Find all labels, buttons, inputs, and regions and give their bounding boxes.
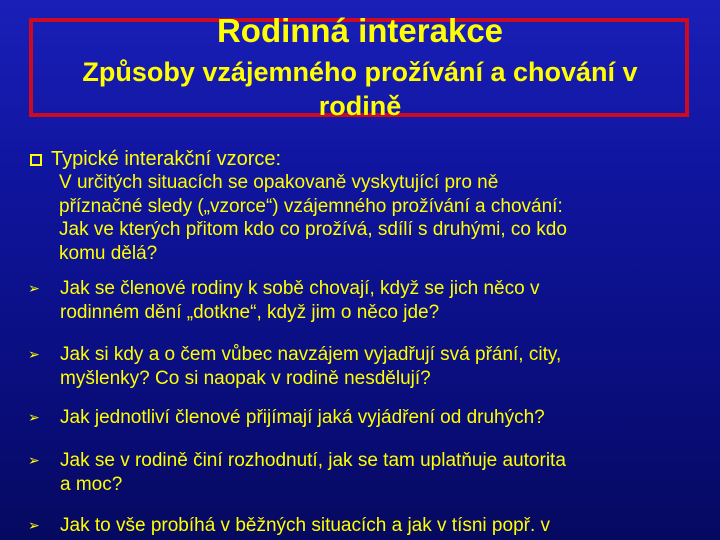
section-heading bbox=[30, 147, 281, 171]
bullet-item bbox=[28, 514, 708, 538]
arrow-bullet-icon: ➢ bbox=[28, 452, 40, 468]
bullet-text: Jak se členové rodiny k sobě chovají, když se jich něco v rodinném dění „dotkne“, když jim o něco jde? bbox=[60, 278, 540, 323]
bullet-item bbox=[28, 343, 708, 390]
slide-title: Rodinná interakce bbox=[216, 12, 504, 49]
bullet-item bbox=[28, 277, 708, 324]
checkbox-bullet-icon bbox=[30, 154, 42, 166]
arrow-bullet-icon: ➢ bbox=[28, 280, 40, 296]
arrow-bullet-icon: ➢ bbox=[28, 346, 40, 362]
bullet-text: Jak si kdy a o čem vůbec navzájem vyjadřují svá přání, city, myšlenky? Co si naopak v rodině nesdělují? bbox=[60, 344, 562, 389]
bullet-item bbox=[28, 406, 708, 430]
intro-paragraph: V určitých situacích se opakovaně vyskytující pro ně příznačné sledy („vzorce“) vzájemného prožívání a chování: Jak ve kterých přitom kdo co prožívá, sdílí s druhými, co kdo komu dělá? bbox=[59, 172, 567, 264]
bullet-item bbox=[28, 449, 708, 496]
arrow-bullet-icon: ➢ bbox=[28, 409, 40, 425]
arrow-bullet-icon: ➢ bbox=[28, 517, 40, 533]
bullet-text: Jak jednotliví členové přijímají jaká vyjádření od druhých? bbox=[60, 407, 545, 428]
slide-subtitle: Způsoby vzájemného prožívání a chování v rodině bbox=[82, 57, 638, 121]
bullet-text: Jak to vše probíhá v běžných situacích a jak v tísni popř. v bbox=[60, 515, 551, 536]
bullet-text: Jak se v rodině činí rozhodnutí, jak se tam uplatňuje autorita a moc? bbox=[60, 450, 566, 495]
section-heading-text: Typické interakční vzorce: bbox=[51, 148, 282, 170]
